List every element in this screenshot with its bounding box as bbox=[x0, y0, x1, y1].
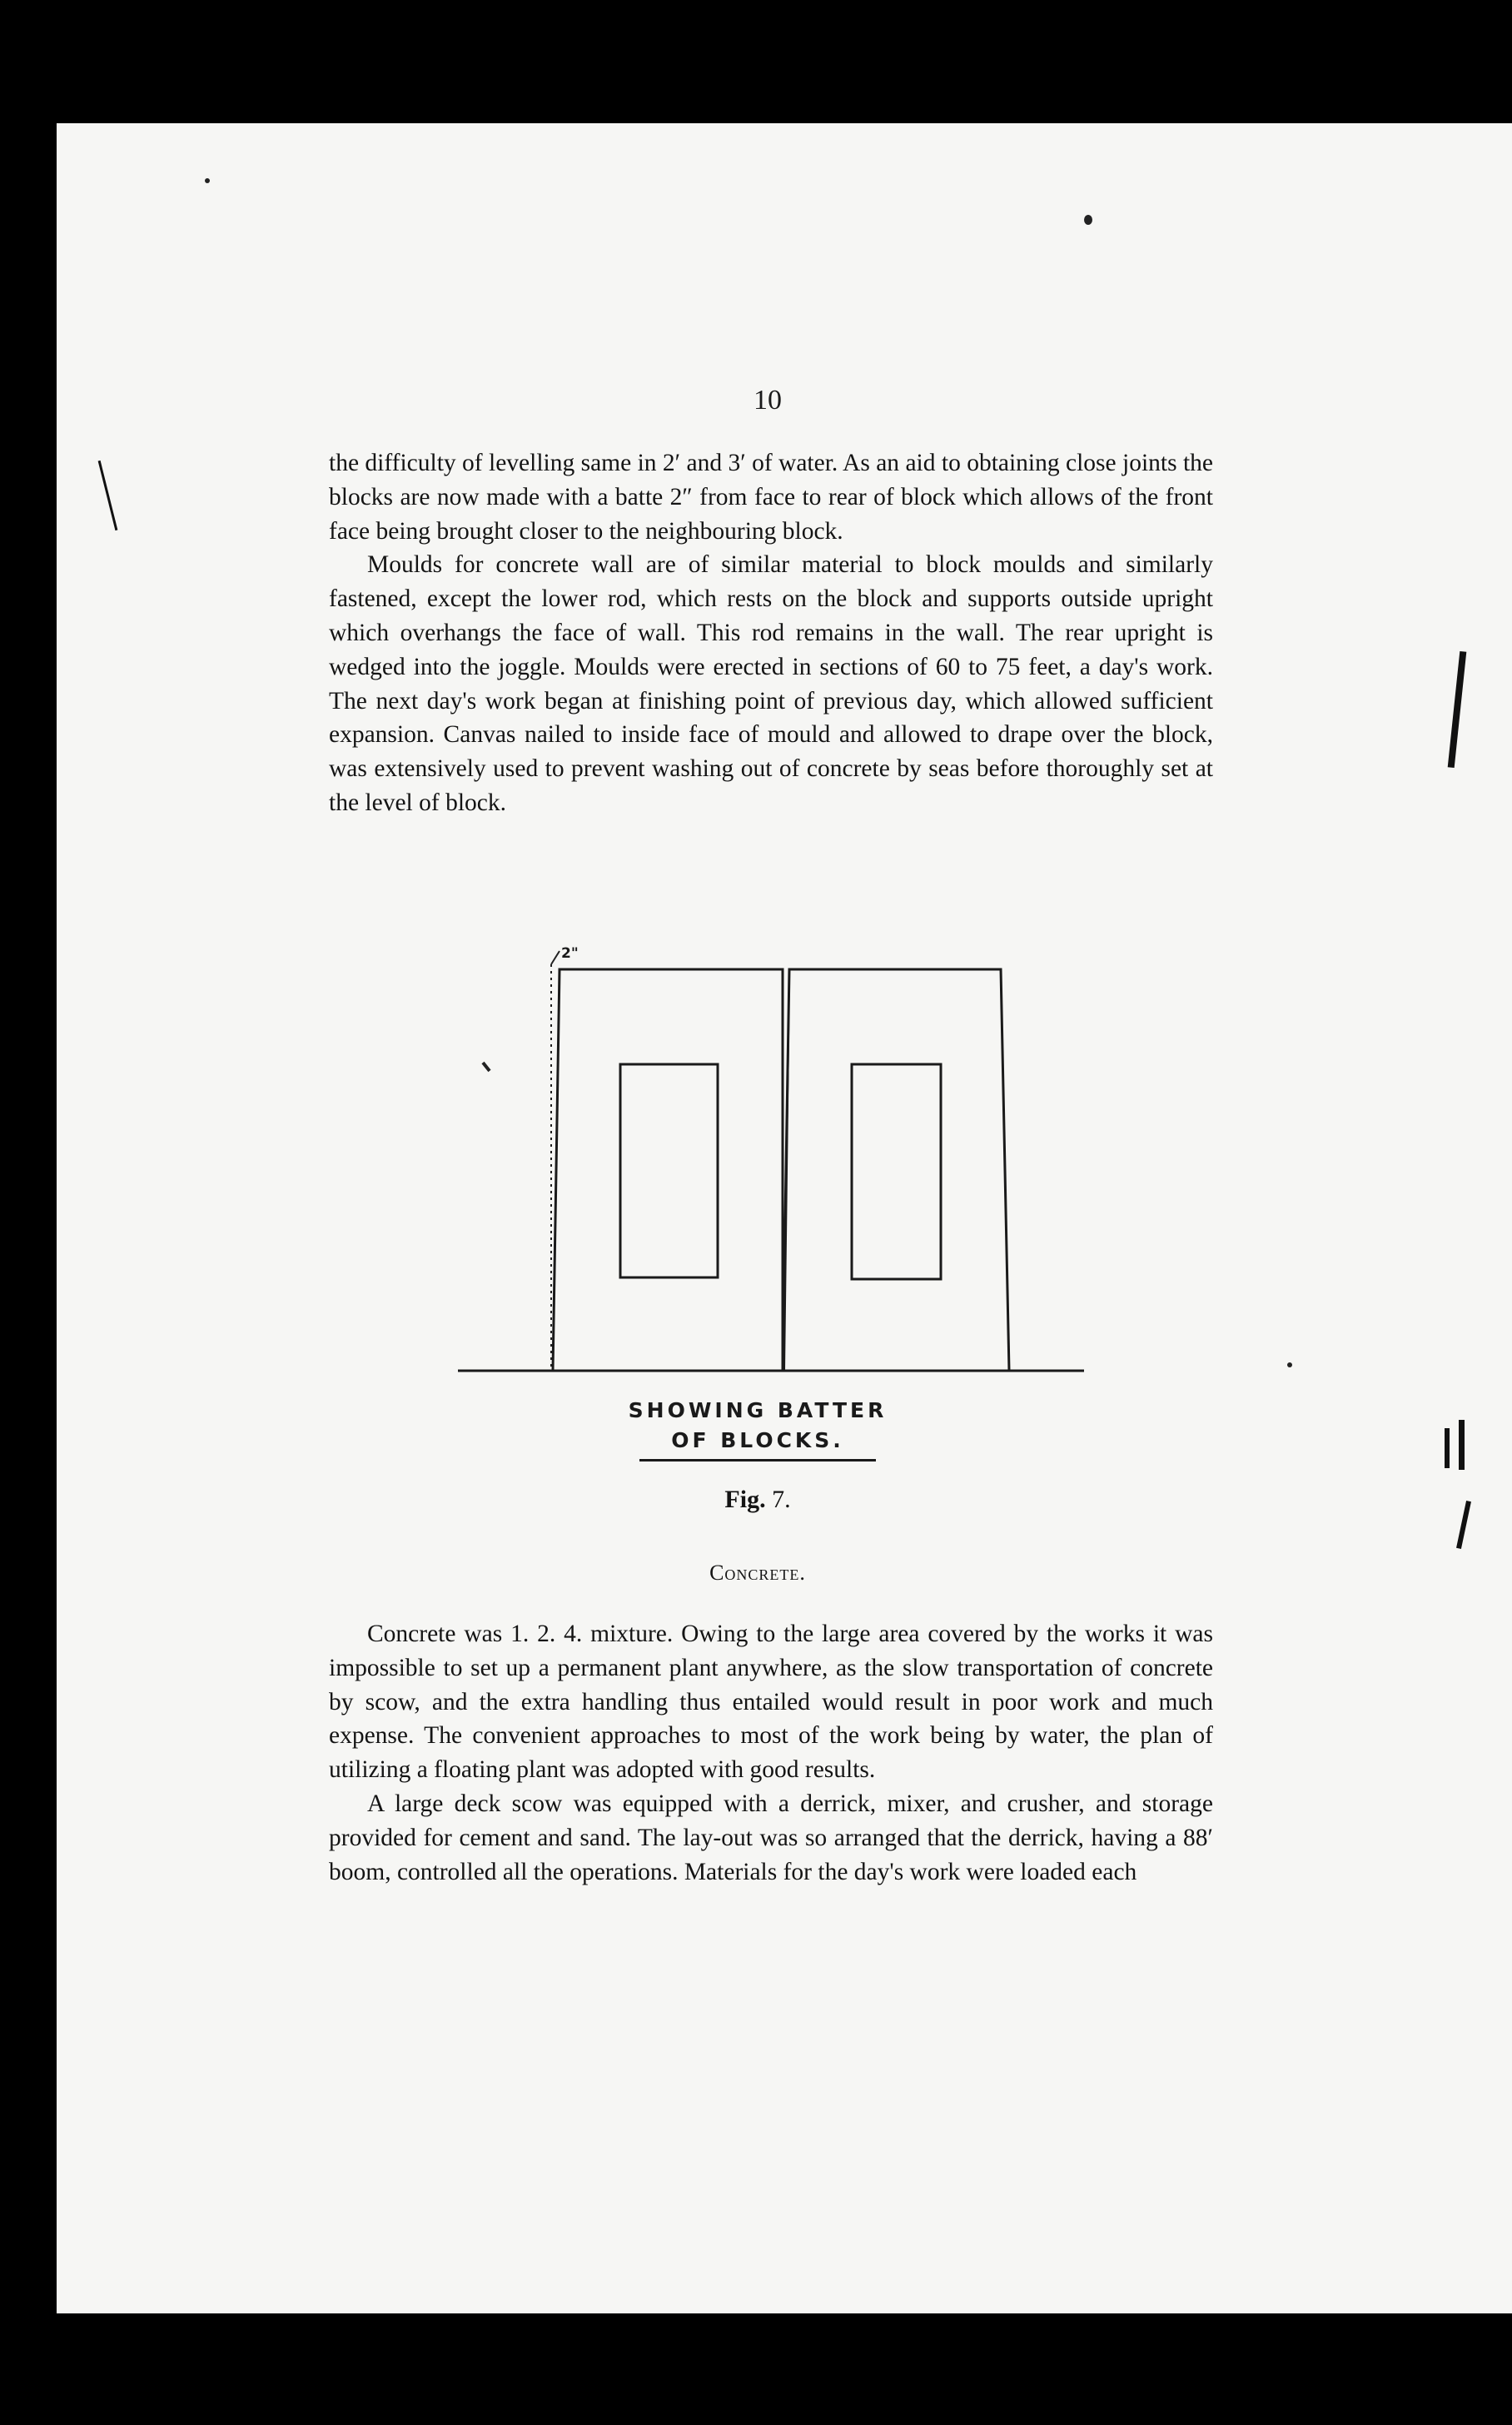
figure-label-word: Fig. bbox=[724, 1486, 766, 1513]
figure-caption-line2: OF BLOCKS. bbox=[639, 1426, 876, 1461]
paragraph: A large deck scow was equipped with a derrick, mixer, and crusher, and storage provided for cement and sand. The lay-out was so arranged that the derrick, having a 88′ boom, controlled all the operations. Materials for the day's work were loaded each bbox=[329, 1790, 1213, 1885]
dimension-tick bbox=[551, 951, 560, 964]
paragraph: the difficulty of levelling same in 2′ and 3′ of water. As an aid to obtaining close joints the blocks are now made with a batte 2″ from face to rear of block which allows of the front face being brought closer to the neighbouring block. bbox=[329, 450, 1213, 545]
right-block-recess bbox=[852, 1064, 941, 1279]
dimension-label: 2" bbox=[561, 945, 579, 962]
left-block-recess bbox=[620, 1064, 718, 1277]
paragraph: Concrete was 1. 2. 4. mixture. Owing to the large area covered by the works it was impossible to set up a permanent plant anywhere, as the slow transportation of concrete by scow, and the extra handling thus entailed would result in poor work and much expense. The convenient approaches to most of the work being by water, the plan of utilizing a floating plant was adopted with good results. bbox=[329, 1621, 1213, 1784]
bottom-text-block bbox=[329, 1617, 1213, 1889]
figure-batter-of-blocks bbox=[458, 939, 1091, 1389]
scan-mark-right-3 bbox=[1459, 1420, 1465, 1470]
right-block bbox=[783, 969, 1009, 1371]
scan-speck bbox=[1084, 215, 1092, 225]
left-block bbox=[553, 969, 783, 1371]
top-text-block bbox=[329, 446, 1213, 820]
scan-mark-right-2 bbox=[1445, 1428, 1450, 1468]
blocks-drawing bbox=[458, 939, 1091, 1389]
figure-caption bbox=[583, 1396, 933, 1461]
paragraph: Moulds for concrete wall are of similar material to block moulds and similarly fastened, except the lower rod, which rests on the block and supports outside upright which overhangs the face of wall. This rod remains in the wall. The rear upright is wedged into the joggle. Moulds were erected in sections of 60 to 75 feet, a day's work. The next day's work began at finishing point of previous day, which allowed sufficient expansion. Canvas nailed to inside face of mould and allowed to drape over the block, was extensively used to prevent washing out of concrete by seas before thoroughly set at the level of block. bbox=[329, 551, 1213, 816]
scan-speck bbox=[1287, 1362, 1292, 1367]
figure-caption-line1: SHOWING BATTER bbox=[628, 1398, 888, 1422]
section-heading: Concrete. bbox=[709, 1561, 806, 1585]
figure-label bbox=[666, 1486, 849, 1514]
page-number: 10 bbox=[754, 385, 782, 416]
stray-mark bbox=[483, 1063, 490, 1071]
figure-label-number: 7. bbox=[772, 1486, 791, 1513]
scan-speck bbox=[205, 178, 210, 183]
